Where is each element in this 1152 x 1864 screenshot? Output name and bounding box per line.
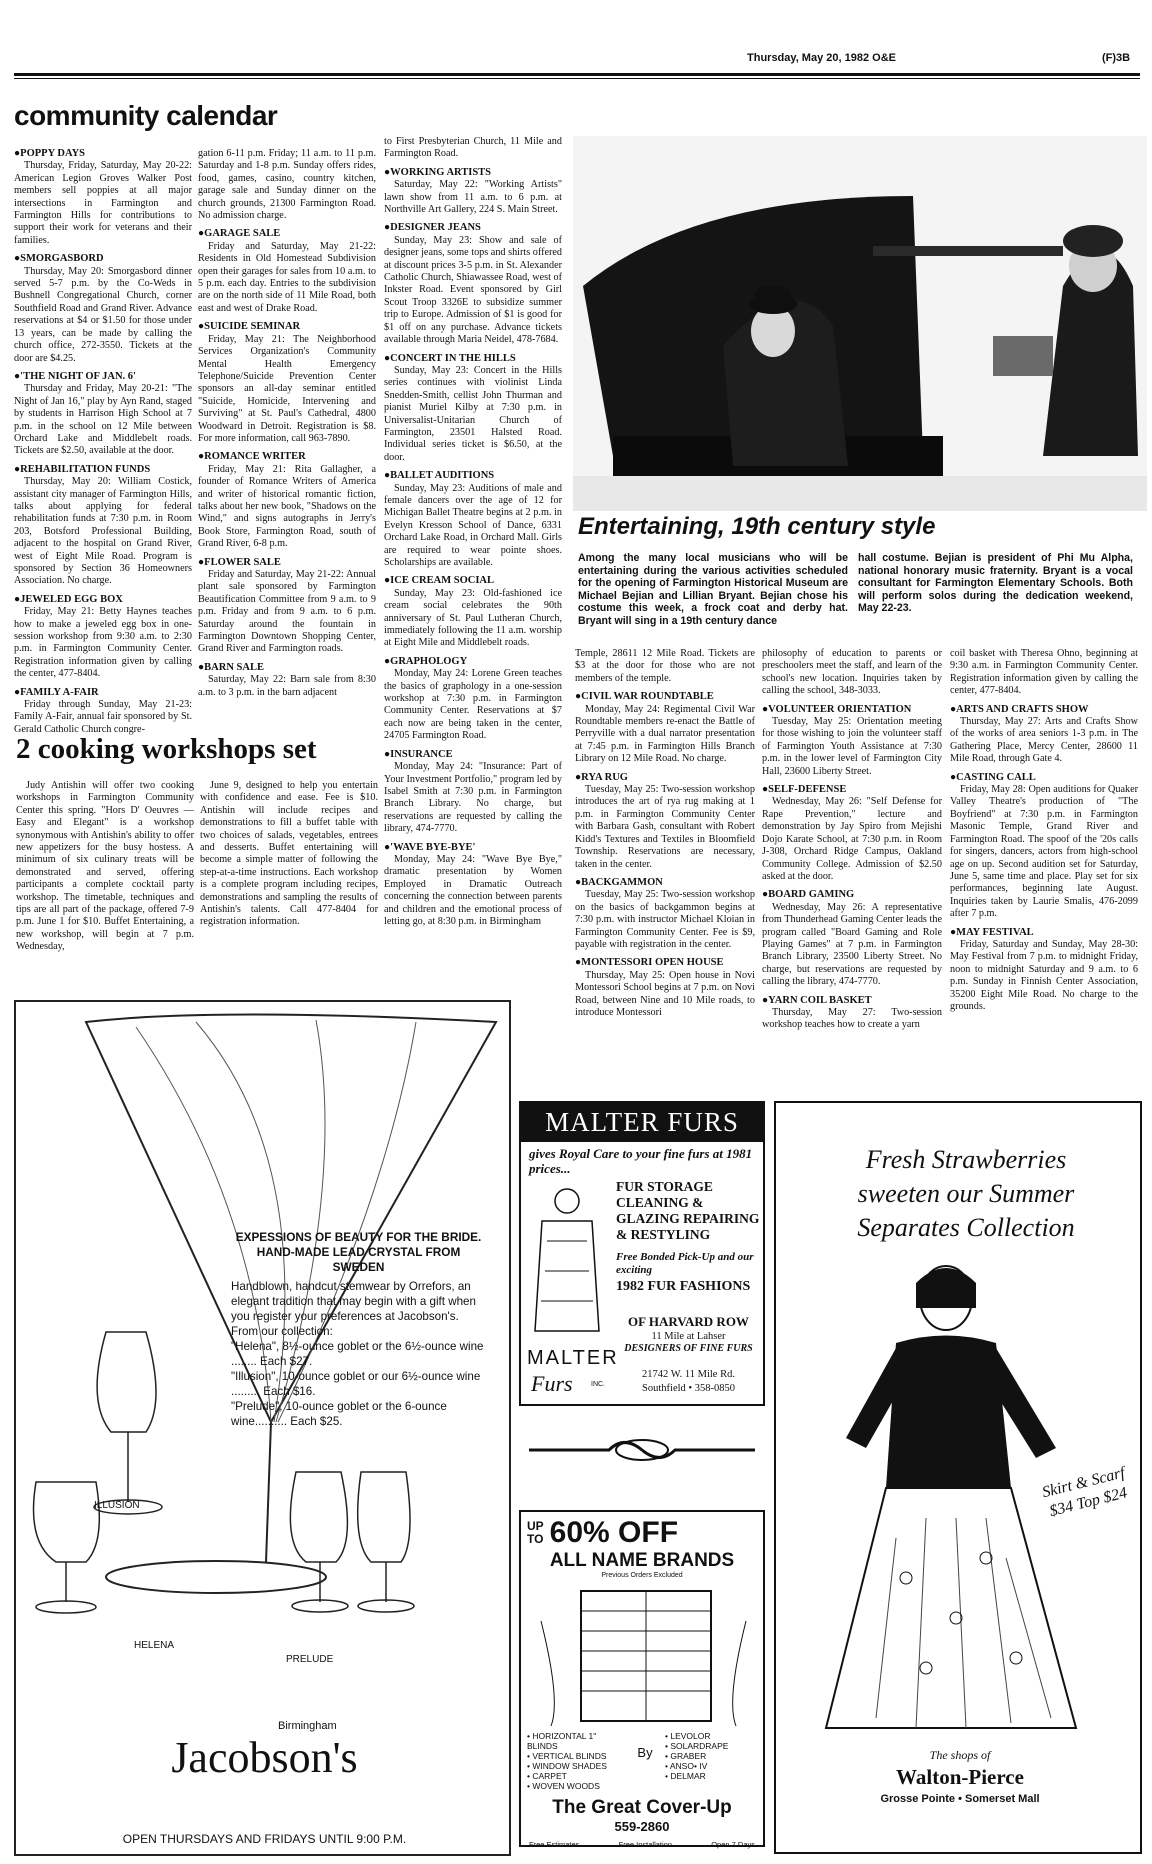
- calendar-item-body: Friday, May 21: Rita Gallagher, a founder of Romance Writers of America and writer of historical romantic fiction, talks about her new book, "Shadows on the Wind," and signs autographs in Jerry's Book Store, Farmington Road, south of Grand River, 6-8 p.m.: [198, 463, 376, 550]
- malter-furs-ad: [519, 1101, 765, 1406]
- calendar-item: [198, 662, 376, 699]
- walton-pierce-logo: Walton-Pierce: [896, 1765, 1024, 1789]
- walton-pierce-script-headline: Fresh Strawberries sweeten our Summer Separates Collection: [857, 1145, 1075, 1242]
- calendar-item-title: WORKING ARTISTS: [390, 166, 492, 178]
- calendar-item-title: FAMILY A-FAIR: [20, 686, 99, 698]
- bullet-icon: ●: [384, 352, 391, 364]
- window-blinds-illustration: [521, 1581, 767, 1731]
- calendar-item-title: CIVIL WAR ROUNDTABLE: [581, 691, 714, 703]
- calendar-item: [575, 877, 755, 951]
- jacobsons-hours: OPEN THURSDAYS AND FRIDAYS UNTIL 9:00 P.M.: [122, 1832, 407, 1846]
- coverup-item: • WINDOW SHADES: [527, 1761, 607, 1771]
- jacobsons-copy: [231, 1230, 486, 1429]
- calendar-column-4: [575, 648, 755, 1025]
- calendar-item-title: FLOWER SALE: [204, 556, 281, 568]
- calendar-item-body: Friday through Sunday, May 21-23: Family A-Fair, annual fair sponsored by St. Gerald Catholic Church congre-: [14, 699, 192, 735]
- photo-musicians-image: [573, 136, 1147, 511]
- calendar-item: [198, 557, 376, 656]
- calendar-item: [198, 321, 376, 445]
- malter-of: OF HARVARD ROW: [628, 1314, 749, 1329]
- bullet-icon: ●: [950, 926, 957, 938]
- calendar-item: [198, 148, 376, 222]
- malter-phone: Southfield • 358-0850: [642, 1383, 735, 1394]
- bullet-icon: ●: [384, 166, 391, 178]
- calendar-item-body: Tuesday, May 25: Two-session workshop on the basics of backgammon begins at 7:30 p.m. with instructor Michael Kloian in Farmington Community Center. Fee is $9, payable with registration in the center.: [575, 889, 755, 950]
- calendar-item-body: Thursday, May 27: Two-session workshop teaches how to create a yarn: [762, 1006, 942, 1031]
- bullet-icon: ●: [575, 957, 582, 969]
- bullet-icon: ●: [198, 451, 205, 463]
- coverup-item: • WOVEN WOODS: [527, 1781, 600, 1791]
- calendar-item-body: Thursday, Friday, Saturday, May 20-22: American Legion Groves Walker Post members sell poppies at all major intersections in Farmington and Farmington Hills for contributions to support their work for veterans and their families.: [14, 160, 192, 246]
- malter-services: FUR STORAGE CLEANING & GLAZING REPAIRING & RESTYLING: [616, 1179, 760, 1242]
- calendar-item-body: Wednesday, May 26: A representative from Thunderhead Gaming Center leads the program called "Board Gaming and Role Playing Games" at 7 p.m. in Farmington Branch Library, 23500 Liberty Street. No charge, but reservations are requested by calling the library, 474-7770.: [762, 901, 942, 988]
- coverup-brand: • SOLARDRAPE: [665, 1741, 729, 1751]
- calendar-item: [384, 749, 562, 836]
- calendar-column-3: [384, 136, 562, 934]
- calendar-item: [950, 927, 1138, 1014]
- calendar-item-body: Saturday, May 22: "Working Artists" lawn show from 11 a.m. to 6 p.m. at Northville Art Gallery, 224 S. Main Street.: [384, 179, 562, 216]
- calendar-item: [384, 167, 562, 217]
- bullet-icon: ●: [198, 228, 205, 240]
- calendar-item-title: ARTS AND CRAFTS SHOW: [956, 703, 1089, 715]
- bullet-icon: ●: [198, 321, 205, 333]
- bullet-icon: ●: [762, 703, 769, 715]
- calendar-item-body: Thursday, May 27: Arts and Crafts Show of the works of area seniors 1-3 p.m. in The Gathering Place, Mercy Center, 28600 11 Mile Road, through Gate 4.: [950, 716, 1138, 765]
- malter-logo-script: Furs: [531, 1371, 573, 1396]
- calendar-item-body: Saturday, May 22: Barn sale from 8:30 a.m. to 3 p.m. in the barn adjacent: [198, 674, 376, 698]
- page-number: (F)3B: [1102, 52, 1131, 64]
- calendar-item: [384, 575, 562, 649]
- cooking-column-1: Judy Antishin will offer two cooking workshops in Farmington Community Center this spring. "Hors D' Oeuvres — Easy and Elegant" is a workshop synonymous with Antishin's ability to offer new appetizers for the busy hostess. A minimum of six culinary treats will be demonstrated and served, offering participants a complete cocktail party workshop. The timetable, techniques and tips are all part of the package, offered 7-9 p.m. June 1 for $10. Buffet Entertaining, a new workshop, will begin at 7 p.m. Wednesday,: [16, 780, 194, 953]
- coverup-brand: • GRABER: [665, 1751, 707, 1761]
- calendar-item-body: Sunday, May 23: Show and sale of designer jeans, some tops and shirts offered at discount prices 3-5 p.m. in St. Alexander Catholic Church, Shiawassee Road, west of Inkster Road. Event sponsored by Girl Scout Troop 3326E to subsidize summer trip to Europe. Admission of $1 is good for $1 off on any purchase. Advance tickets available through Maria Neidel, 478-7684.: [384, 234, 562, 346]
- calendar-item-title: BALLET AUDITIONS: [390, 470, 495, 482]
- calendar-item-title: 'THE NIGHT OF JAN. 6': [20, 370, 136, 382]
- coverup-brand: • LEVOLOR: [665, 1731, 711, 1741]
- jacobsons-logo: Jacobson's: [171, 1733, 358, 1782]
- bullet-icon: ●: [14, 593, 21, 605]
- photo-caption-right: hall costume. Bejian is president of Phi Mu Alpha, national honorary music fraternity. Bryant is a vocal consultant for Farmington Elementary Schools. Both will perform solos during the dedication weekend, May 22-23.: [858, 552, 1133, 614]
- calendar-item: [950, 772, 1138, 921]
- calendar-item-body: Thursday, May 20: William Costick, assistant city manager of Farmington Hills, talks about applying for federal rehabilitation funds at 7:30 p.m. in Room 203, Botsford Professional Building, adjacent to the hospital on Grand River, west of Eight Mile Road. Program is sponsored by Section 36 Homeowners Association. No charge.: [14, 476, 192, 587]
- jacobsons-body: Handblown, handcut stemwear by Orrefors, an elegant tradition that may begin with a gift when you register your preferences at Jacobson's. From our collection:: [231, 1280, 476, 1338]
- calendar-item-title: ICE CREAM SOCIAL: [390, 575, 495, 587]
- bullet-icon: ●: [950, 703, 957, 715]
- jacobsons-item-illusion: "Illusion", 10-ounce goblet or our 6½-ounce wine ......... Each $16.: [231, 1370, 481, 1398]
- walton-pierce-ad: [774, 1101, 1142, 1854]
- calendar-item-body: gation 6-11 p.m. Friday; 11 a.m. to 11 p.m. Saturday and 1-8 p.m. Sunday offers rides, food, games, casino, country kitchen, garage sale and Sunday dinner on the church grounds, 21300 Farmington Road. No admission charge.: [198, 148, 376, 222]
- bullet-icon: ●: [384, 222, 391, 234]
- calendar-item: [950, 704, 1138, 766]
- malter-designers: DESIGNERS OF FINE FURS: [624, 1343, 753, 1354]
- calendar-column-6: [950, 648, 1138, 1019]
- calendar-item-body: to First Presbyterian Church, 11 Mile and Farmington Road.: [384, 136, 562, 160]
- bullet-icon: ●: [575, 771, 582, 783]
- calendar-item-body: Friday, May 21: Betty Haynes teaches how to make a jeweled egg box in one-session workshop from 9:30 a.m. to 2:30 p.m. in Farmington Community Center. Registration information given by calling the center, 477-8404.: [14, 606, 192, 680]
- bullet-icon: ●: [384, 748, 391, 760]
- calendar-item-body: Friday and Saturday, May 21-22: Residents in Old Homestead Subdivision open their garages for sales from 10 a.m. to 5 p.m. each day. Entries to the subdivision are on the north side of 11 Mile Road, both east and west of Drake Road.: [198, 240, 376, 314]
- calendar-item-body: Sunday, May 23: Auditions of male and female dancers over the age of 12 for Michigan Ballet Theatre begins at 2 p.m. in Evelyn Kresson School of Dance, 6331 Orchard Lake Road, in Orchard Mall. Girls are required to wear pointe shoes. Scholarships are available.: [384, 482, 562, 568]
- coverup-brands: ALL NAME BRANDS: [549, 1550, 735, 1571]
- calendar-item-title: GARAGE SALE: [204, 228, 281, 240]
- bullet-icon: ●: [762, 889, 769, 901]
- calendar-item-body: Monday, May 24: Regimental Civil War Roundtable members re-enact the Battle of Perryville with a dual narrator presentation at 7:45 p.m. in Farmington Hills Branch Library on 12 Mile Road. No charge.: [575, 703, 755, 765]
- label-illusion: ILLUSION: [94, 1500, 140, 1511]
- calendar-item-title: REHABILITATION FUNDS: [20, 463, 151, 475]
- calendar-item: [14, 464, 192, 588]
- calendar-item-body: coil basket with Theresa Ohno, beginning at 9:30 a.m. in Farmington Community Center. Registration information given by calling the center, 477-8404.: [950, 648, 1138, 697]
- bullet-icon: ●: [14, 148, 21, 159]
- masthead-rule-thin: [14, 78, 1140, 79]
- bullet-icon: ●: [384, 841, 391, 853]
- calendar-item: [762, 889, 942, 988]
- cooking-headline: 2 cooking workshops set: [16, 733, 317, 765]
- malter-title: MALTER FURS: [521, 1103, 763, 1142]
- bullet-icon: ●: [762, 784, 769, 796]
- calendar-item: [14, 253, 192, 365]
- calendar-item: [198, 451, 376, 550]
- coverup-brand: • ANSO• IV: [665, 1761, 708, 1771]
- label-helena: HELENA: [134, 1640, 175, 1651]
- calendar-item-body: Sunday, May 23: Concert in the Hills series continues with violinist Linda Snedden-Smith, cellist John Thurman and pianist Muriel Kilby at 7:30 p.m. in Universalist-Unitarian Church of Farmington, 23501 Halsted Road. Individual series ticket is $6.50, at the door.: [384, 364, 562, 463]
- coverup-phone: 559-2860: [614, 1819, 670, 1834]
- bullet-icon: ●: [198, 556, 205, 568]
- walton-pierce-price-note: Skirt & Scarf $34 Top $24: [1040, 1464, 1129, 1521]
- coverup-item: • VERTICAL BLINDS: [527, 1751, 607, 1761]
- calendar-item-title: INSURANCE: [390, 748, 453, 760]
- bullet-icon: ●: [14, 253, 21, 265]
- calendar-item-title: GRAPHOLOGY: [390, 655, 468, 667]
- coverup-percent: 60% OFF: [549, 1516, 679, 1549]
- walton-pierce-shops-of: The shops of: [929, 1748, 991, 1762]
- coverup-up: UP: [527, 1519, 544, 1533]
- malter-logo: MALTER: [527, 1347, 619, 1369]
- calendar-item: [762, 704, 942, 778]
- calendar-item-body: Temple, 28611 12 Mile Road. Tickets are $3 at the door for those who are not members of the temple.: [575, 648, 755, 684]
- calendar-item: [198, 228, 376, 315]
- coverup-to: TO: [527, 1532, 544, 1546]
- calendar-item-body: Thursday, May 20: Smorgasbord dinner served 5-7 p.m. by the Co-Weds in Bushnell Congregational Church, corner Southfield Road and Grand River. Advance reservations at $4 or $1.50 for those under 13 years, can be made by calling the church office, 272-3550. Tickets at the door are $4.25.: [14, 265, 192, 364]
- calendar-item: [384, 656, 562, 743]
- calendar-column-1: [14, 148, 192, 742]
- photo-headline: Entertaining, 19th century style: [578, 513, 936, 540]
- calendar-item: [950, 648, 1138, 698]
- calendar-item-title: VOLUNTEER ORIENTATION: [768, 703, 912, 715]
- calendar-item-body: Wednesday, May 26: "Self Defense for Rape Prevention," lecture and demonstration by Jay Spiro from Mejishi Dojo Karate School, at 7:30 p.m. in Room J-308, Orchard Ridge Campus, Oakland Community College. Admission of $2.50 asked at the door.: [762, 796, 942, 882]
- coverup-list-left: [527, 1731, 625, 1791]
- calendar-item: [384, 842, 562, 929]
- photo-caption-left: Among the many local musicians who will be entertaining during the various activities scheduled for the opening of Farmington Historical Museum are Michael Bejian and Lillian Bryant. Bejian chose his costume this week, a frock coat and derby hat. Bryant will sing in a 19th century dance: [578, 552, 848, 627]
- coverup-list-right: [665, 1731, 728, 1791]
- photo-musicians: [573, 136, 1147, 511]
- calendar-item: [14, 594, 192, 681]
- rope-knot-ornament: [519, 1430, 765, 1470]
- bullet-icon: ●: [762, 994, 769, 1006]
- calendar-item: [762, 648, 942, 698]
- calendar-item: [384, 136, 562, 161]
- bullet-icon: ●: [14, 370, 21, 382]
- bullet-icon: ●: [384, 655, 391, 667]
- calendar-item-title: BARN SALE: [204, 661, 264, 673]
- coverup-item: • CARPET: [527, 1771, 567, 1781]
- calendar-item-body: Monday, May 24: Lorene Green teaches the basics of graphology in a one-session workshop at 7:30 p.m. in Farmington Community Center. Reservations at $7 each now are being taken in the center, 24705 Farmington Road.: [384, 668, 562, 742]
- bullet-icon: ●: [198, 661, 205, 673]
- calendar-item: [762, 784, 942, 883]
- bullet-icon: ●: [950, 771, 957, 783]
- bullet-icon: ●: [575, 876, 582, 888]
- coverup-note: Previous Orders Excluded: [601, 1572, 683, 1579]
- coverup-name: The Great Cover-Up: [552, 1797, 732, 1818]
- calendar-item-title: SUICIDE SEMINAR: [204, 321, 301, 333]
- jacobsons-item-prelude: "Prelude", 10-ounce goblet or the 6-ounce wine.......... Each $25.: [231, 1400, 447, 1428]
- malter-address: 21742 W. 11 Mile Rd.: [642, 1369, 735, 1380]
- calendar-item-body: Friday, Saturday and Sunday, May 28-30: May Festival from 7 p.m. to midnight Friday, noon to midnight Saturday and 9 a.m. to 6 p.m. Sunday in Finnish Center Association, 35200 Eight Mile Road. No charge to the grounds.: [950, 938, 1138, 1012]
- calendar-item-body: Friday and Saturday, May 21-22: Annual plant sale sponsored by Farmington Beautification Committee from 9 a.m. to 9 p.m. Friday and from 9 a.m. to 6 p.m. Saturday around the fountain in Farmington Downtown Shopping Center, Grand River and Farmington roads.: [198, 569, 376, 655]
- calendar-item-body: Monday, May 24: "Wave Bye Bye," dramatic presentation by Women Employed in Dramatic Outreach concerning the connection between parents and children and the emotional process of letting go, at 8:30 p.m. in Birmingham: [384, 853, 562, 927]
- coverup-item: • HORIZONTAL 1" BLINDS: [527, 1731, 597, 1751]
- calendar-item-body: Tuesday, May 25: Orientation meeting for those wishing to join the volunteer staff of Farmington Youth Assistance at 7:30 p.m. in the lower level of Farmington City Hall, 23600 Liberty Street.: [762, 716, 942, 777]
- label-prelude: PRELUDE: [286, 1654, 334, 1665]
- calendar-item-body: Friday, May 28: Open auditions for Quaker Valley Theatre's production of "The Boyfriend" at 7:30 p.m. in Farmington Masonic Temple, Grand River and Farmington Road. The spoof of the '20s calls for singers, dancers, actors from high-school age on up. Second audition set for Saturday, June 5, same time and place. Play set for six performances, beginning late August. Inquiries taken by Laurie Smalis, 476-2099 after 7 p.m.: [950, 784, 1138, 920]
- coverup-by: By: [637, 1745, 653, 1760]
- jacobsons-item-helena: "Helena", 8½-ounce goblet or the 6½-ounce wine ........ Each $27.: [231, 1340, 484, 1368]
- malter-tagline: gives Royal Care to your fine furs at 1981 prices...: [529, 1146, 753, 1176]
- calendar-column-5: [762, 648, 942, 1038]
- calendar-item-body: Tuesday, May 25: Two-session workshop introduces the art of rya rug making at 1 p.m. in Farmington Community Center with Barbara Gash, consultant with Robert Kidd's Textures and Textiles in Bloomfield Township. Reservations are necessary, taken in the center.: [575, 784, 755, 870]
- bullet-icon: ●: [575, 691, 582, 703]
- calendar-item: [575, 691, 755, 765]
- malter-pickup: Free Bonded Pick-Up and our exciting: [616, 1251, 754, 1276]
- cooking-column-2: June 9, designed to help you entertain with confidence and ease. Fee is $10. Antishin will include recipes and demonstrations to fill a buffet table with two choices of salads, vegetables, entrees and desserts. Buffet entertaining will become a simple matter of following the step-at-a-time instructions. Each workshop is a complete program including recipes, demonstrations and sampling the results of Antishin's talents. Call 477-8404 for registration information.: [200, 780, 378, 928]
- calendar-item-title: BOARD GAMING: [768, 889, 855, 901]
- calendar-item: [14, 148, 192, 247]
- calendar-item-title: BACKGAMMON: [581, 876, 663, 888]
- calendar-item-title: JEWELED EGG BOX: [20, 593, 123, 605]
- calendar-item-title: SMORGASBORD: [20, 253, 104, 265]
- calendar-item-title: MAY FESTIVAL: [956, 926, 1034, 938]
- calendar-item-title: CASTING CALL: [956, 771, 1036, 783]
- malter-location: 11 Mile at Lahser: [651, 1331, 726, 1342]
- coverup-foot-hours: Open 7 Days: [711, 1840, 755, 1849]
- calendar-item-body: Friday, May 21: The Neighborhood Services Organization's Community Mental Health Emergency Telephone/Suicide Prevention Center sponsors an all-day seminar entitled "Suicide, Homicide, Intervening and Surviving" at St. Paul's Cathedral, 4800 Woodward in Detroit. Registration is $8. For more information, call 963-7890.: [198, 333, 376, 444]
- bullet-icon: ●: [384, 575, 391, 587]
- calendar-item: [762, 995, 942, 1032]
- calendar-item-title: DESIGNER JEANS: [390, 222, 481, 234]
- fur-coat-figure-icon: [527, 1181, 607, 1341]
- coverup-foot-estimates: Free Estimates: [529, 1840, 580, 1849]
- masthead-date: Thursday, May 20, 1982 O&E: [747, 52, 896, 64]
- bullet-icon: ●: [14, 686, 21, 698]
- masthead: [22, 50, 1140, 72]
- jacobsons-headline: EXPESSIONS OF BEAUTY FOR THE BRIDE. HAND-MADE LEAD CRYSTAL FROM SWEDEN: [235, 1230, 482, 1274]
- masthead-rule: [14, 73, 1140, 76]
- section-title: community calendar: [14, 100, 278, 131]
- calendar-item: [575, 648, 755, 685]
- calendar-item-body: Thursday, May 25: Open house in Novi Montessori School begins at 7 p.m. on Novi Road, between Nine and 10 Mile roads, to introduce Montessori: [575, 969, 755, 1018]
- coverup-foot-installation: Free Installation: [618, 1840, 673, 1849]
- calendar-item: [14, 687, 192, 737]
- malter-fashions: 1982 FUR FASHIONS: [616, 1279, 751, 1294]
- calendar-item: [384, 222, 562, 346]
- jacobsons-city: Birmingham: [278, 1720, 337, 1732]
- calendar-item: [384, 353, 562, 465]
- calendar-item: [575, 772, 755, 871]
- coverup-brand: • DELMAR: [665, 1771, 706, 1781]
- calendar-item: [14, 371, 192, 458]
- bullet-icon: ●: [14, 463, 21, 475]
- malter-logo-inc: INC.: [591, 1381, 605, 1388]
- great-coverup-ad: [519, 1510, 765, 1847]
- calendar-item-title: POPPY DAYS: [20, 148, 86, 159]
- calendar-item-body: philosophy of education to parents or preschoolers meet the staff, and learn of the school's new location. Inquiries taken by calling the school, 348-3033.: [762, 648, 942, 697]
- calendar-item-title: YARN COIL BASKET: [768, 994, 872, 1006]
- calendar-item-title: ROMANCE WRITER: [204, 451, 306, 463]
- jacobsons-ad: [14, 1000, 511, 1856]
- calendar-item-body: Sunday, May 23: Old-fashioned ice cream social celebrates the 90th anniversary of St. Paul Lutheran Church, immediately following the 11 a.m. worship at Eight Mile and Middlebelt roads.: [384, 587, 562, 649]
- calendar-item-title: CONCERT IN THE HILLS: [390, 352, 516, 364]
- calendar-item-body: Thursday and Friday, May 20-21: "The Night of Jan 16," play by Ayn Rand, staged by students in Harrison High School at 7 p.m. in the school on 12 Mile between Orchard Lake and Middlebelt roads. Tickets are $2.50, available at the door.: [14, 383, 192, 457]
- calendar-item-title: SELF-DEFENSE: [768, 784, 847, 796]
- bullet-icon: ●: [384, 470, 391, 482]
- walton-pierce-locations: Grosse Pointe • Somerset Mall: [880, 1793, 1040, 1805]
- calendar-item: [575, 957, 755, 1019]
- calendar-item-title: MONTESSORI OPEN HOUSE: [581, 957, 724, 969]
- calendar-item: [384, 470, 562, 569]
- calendar-column-2: [198, 148, 376, 705]
- calendar-item-body: Monday, May 24: "Insurance: Part of Your Investment Portfolio," program led by Isabel Smith at 7:30 p.m. in Farmington Branch Library. No charge, but reservations are requested by calling the library, 474-7770.: [384, 761, 562, 835]
- calendar-item-title: 'WAVE BYE-BYE': [390, 841, 476, 853]
- calendar-item-title: RYA RUG: [581, 771, 628, 783]
